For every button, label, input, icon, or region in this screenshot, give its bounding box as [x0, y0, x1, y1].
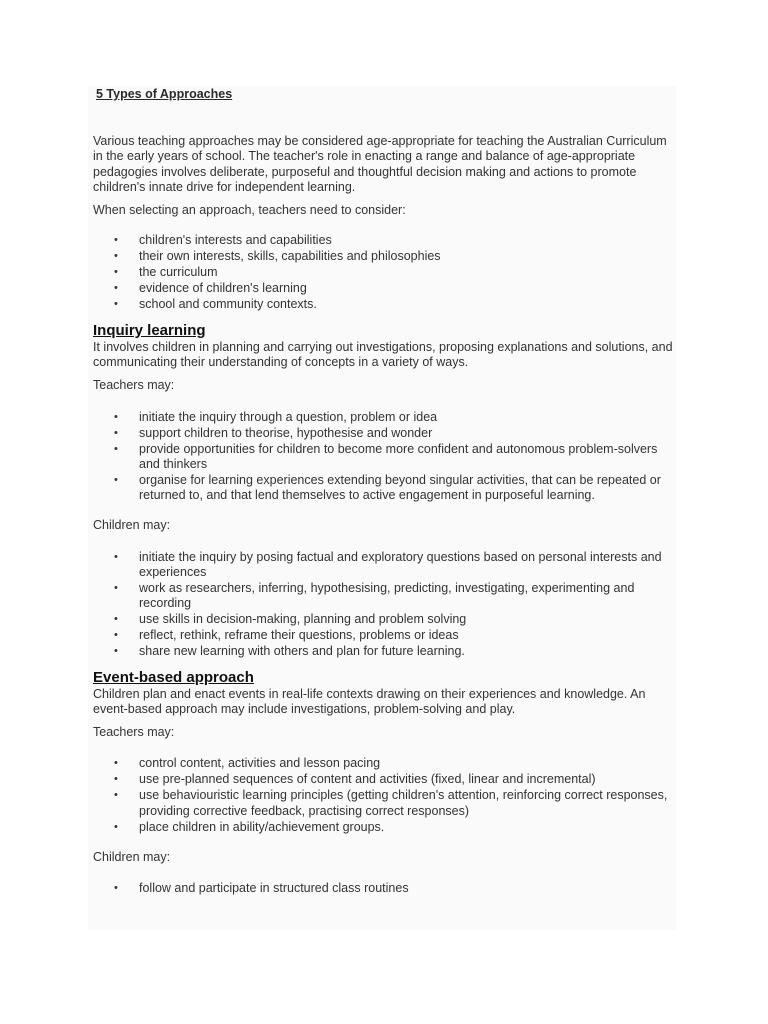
list-item: • reflect, rethink, reframe their questions, problems or ideas	[139, 628, 678, 643]
list-item: • support children to theorise, hypothesise and wonder	[139, 426, 678, 441]
list-item: • the curriculum	[139, 265, 678, 280]
section-description: It involves children in planning and carrying out investigations, proposing explanations and solutions, and communicating their understanding of concepts in a variety of ways.	[93, 339, 673, 370]
list-item: • use skills in decision-making, planning and problem solving	[139, 612, 678, 627]
children-list	[93, 550, 678, 660]
list-item: • evidence of children's learning	[139, 281, 678, 296]
children-label: Children may:	[93, 850, 171, 865]
consider-list	[93, 233, 678, 312]
list-item: • share new learning with others and plan for future learning.	[139, 644, 678, 659]
list-item: • organise for learning experiences extending beyond singular activities, that can be repeated or returned to, and that lend themselves to active engagement in purposeful learning.	[139, 473, 678, 504]
section-heading-inquiry: Inquiry learning	[93, 321, 206, 339]
list-item: • use pre-planned sequences of content and activities (fixed, linear and incremental)	[139, 772, 678, 787]
document-body	[88, 86, 676, 930]
list-item: • their own interests, skills, capabilities and philosophies	[139, 249, 678, 264]
list-item: • children's interests and capabilities	[139, 233, 678, 248]
document-flow	[93, 134, 678, 897]
intro-paragraph: Various teaching approaches may be considered age-appropriate for teaching the Australian Curriculum in the early years of school. The teacher's role in enacting a range and balance of age-appropriate pedagogies involves deliberate, purposeful and thoughtful decision making and actions to promote children's innate drive for independent learning.	[93, 134, 667, 194]
children-list	[93, 881, 678, 896]
list-item: • initiate the inquiry through a question, problem or idea	[139, 410, 678, 425]
list-item: • control content, activities and lesson pacing	[139, 756, 678, 771]
teachers-list	[93, 756, 678, 835]
list-item: • provide opportunities for children to become more confident and autonomous problem-solvers and thinkers	[139, 442, 678, 473]
list-item: • place children in ability/achievement groups.	[139, 820, 678, 835]
list-item: • school and community contexts.	[139, 297, 678, 312]
section-description: Children plan and enact events in real-life contexts drawing on their experiences and knowledge. An event-based approach may include investigations, problem-solving and play.	[93, 686, 646, 716]
children-label: Children may:	[93, 518, 171, 533]
teachers-label: Teachers may:	[93, 378, 175, 393]
consider-label: When selecting an approach, teachers need to consider:	[93, 203, 406, 218]
teachers-list	[93, 410, 678, 504]
teachers-label: Teachers may:	[93, 725, 175, 740]
list-item: • follow and participate in structured class routines	[139, 881, 678, 896]
list-item: • initiate the inquiry by posing factual and exploratory questions based on personal interests and experiences	[139, 550, 678, 581]
list-item: • use behaviouristic learning principles (getting children's attention, reinforcing correct responses, providing corrective feedback, practising correct responses)	[139, 788, 678, 819]
list-item: • work as researchers, inferring, hypothesising, predicting, investigating, experimenting and recording	[139, 581, 678, 612]
section-heading-event: Event-based approach	[93, 668, 254, 686]
document-title: 5 Types of Approaches	[96, 87, 233, 101]
